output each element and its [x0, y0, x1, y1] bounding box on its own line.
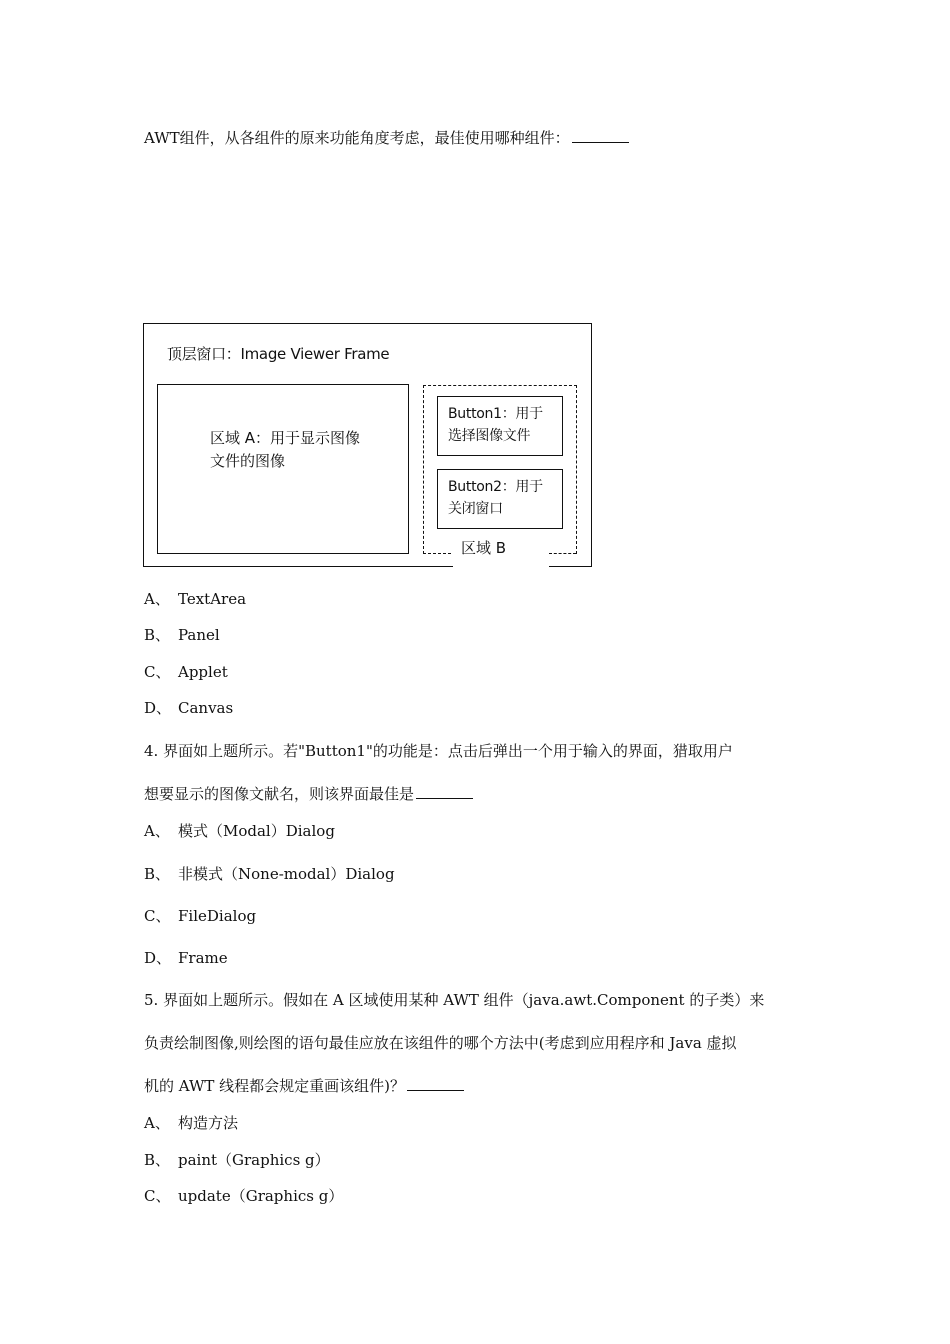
intro-line: [144, 128, 629, 148]
q5-question-line2: 负责绘制图像,则绘图的语句最佳应放在该组件的哪个方法中(考虑到应用程序和 Java 虚拟: [144, 1034, 737, 1052]
answer-blank: [407, 1076, 464, 1091]
q4-question-line1: 4. 界面如上题所示。若"Button1"的功能是：点击后弹出一个用于输入的界面，猎取用户: [144, 742, 733, 760]
q3-option-c: C、 Applet: [144, 663, 228, 681]
frame-title: 顶层窗口：Image Viewer Frame: [167, 345, 390, 363]
button1-label: Button1：用于 选择图像文件: [448, 406, 543, 444]
intro-text: AWT组件，从各组件的原来功能角度考虑，最佳使用哪种组件：: [144, 129, 570, 147]
answer-blank: [416, 784, 473, 799]
ui-diagram-figure: [143, 323, 592, 567]
q3-option-a: A、 TextArea: [144, 590, 247, 608]
button1-box: [437, 396, 563, 456]
q3-option-b: B、 Panel: [144, 626, 220, 644]
region-a-box: [157, 384, 409, 554]
q4-option-d: D、 Frame: [144, 949, 228, 967]
region-b-label: 区域 B: [461, 539, 507, 557]
button2-box: [437, 469, 563, 529]
q4-option-a: A、 模式（Modal）Dialog: [144, 822, 335, 840]
q4-option-c: C、 FileDialog: [144, 907, 257, 925]
q4-question-line2: 想要显示的图像文献名，则该界面最佳是: [144, 784, 473, 804]
q5-question-line1: 5. 界面如上题所示。假如在 A 区域使用某种 AWT 组件（java.awt.Component 的子类）来: [144, 991, 765, 1009]
region-a-label: 区域 A：用于显示图像 文件的图像: [210, 429, 361, 470]
q4-option-b: B、 非模式（None-modal）Dialog: [144, 865, 395, 883]
q5-option-b: B、 paint（Graphics g）: [144, 1151, 330, 1169]
q3-option-d: D、 Canvas: [144, 699, 234, 717]
q5-question-line3: 机的 AWT 线程都会规定重画该组件)？: [144, 1076, 464, 1096]
q5-option-a: A、 构造方法: [144, 1114, 239, 1132]
answer-blank: [572, 128, 629, 143]
button2-label: Button2：用于 关闭窗口: [448, 479, 543, 517]
q5-option-c: C、 update（Graphics g）: [144, 1187, 344, 1205]
